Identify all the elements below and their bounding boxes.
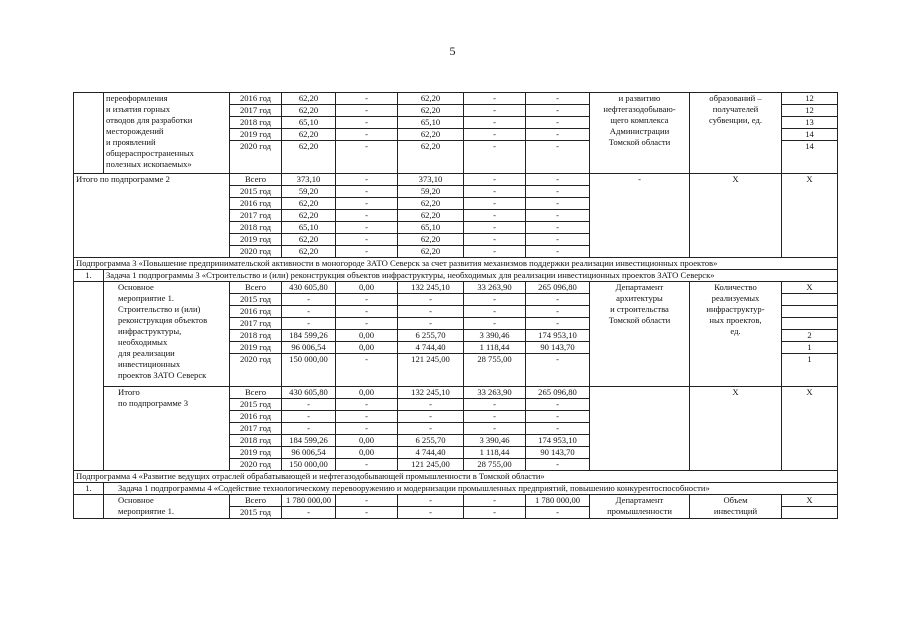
federal-cell: -: [336, 198, 398, 210]
regional-cell: -: [398, 306, 464, 318]
regional-cell: 62,20: [398, 105, 464, 117]
regional-cell: -: [398, 318, 464, 330]
total-cell: 96 006,54: [282, 447, 336, 459]
other-cell: 265 096,80: [526, 387, 590, 399]
year-cell: 2016 год: [230, 411, 282, 423]
other-cell: -: [526, 222, 590, 234]
indicator-value-cell: X: [782, 282, 838, 294]
index-cell: [74, 93, 104, 174]
federal-cell: -: [336, 222, 398, 234]
total-cell: 62,20: [282, 141, 336, 174]
year-cell: 2018 год: [230, 435, 282, 447]
other-cell: -: [526, 318, 590, 330]
year-cell: 2017 год: [230, 318, 282, 330]
year-cell: Всего: [230, 174, 282, 186]
regional-cell: -: [398, 495, 464, 507]
other-cell: -: [526, 246, 590, 258]
local-cell: -: [464, 210, 526, 222]
local-cell: -: [464, 198, 526, 210]
federal-cell: -: [336, 246, 398, 258]
local-cell: -: [464, 93, 526, 105]
year-cell: 2016 год: [230, 198, 282, 210]
federal-cell: -: [336, 141, 398, 174]
indicator-value-cell: 2: [782, 330, 838, 342]
regional-cell: -: [398, 411, 464, 423]
year-cell: Всего: [230, 387, 282, 399]
federal-cell: -: [336, 186, 398, 198]
regional-cell: 62,20: [398, 141, 464, 174]
year-cell: 2015 год: [230, 294, 282, 306]
local-cell: -: [464, 141, 526, 174]
indicator-value-cell: X: [782, 495, 838, 507]
year-cell: 2017 год: [230, 105, 282, 117]
regional-cell: -: [398, 507, 464, 519]
indicator-cell: Количество реализуемых инфраструктур- ных проектов, ед.: [690, 282, 782, 387]
local-cell: -: [464, 507, 526, 519]
local-cell: -: [464, 399, 526, 411]
year-cell: 2018 год: [230, 330, 282, 342]
federal-cell: -: [336, 234, 398, 246]
regional-cell: 62,20: [398, 129, 464, 141]
regional-cell: 132 245,10: [398, 282, 464, 294]
regional-cell: -: [398, 423, 464, 435]
federal-cell: 0,00: [336, 282, 398, 294]
indicator-value-cell: 1: [782, 342, 838, 354]
other-cell: 174 953,10: [526, 435, 590, 447]
other-cell: 174 953,10: [526, 330, 590, 342]
total-cell: -: [282, 318, 336, 330]
indicator-value-cell: [782, 318, 838, 330]
regional-cell: 121 245,00: [398, 354, 464, 387]
other-cell: -: [526, 306, 590, 318]
total-cell: 62,20: [282, 105, 336, 117]
local-cell: -: [464, 186, 526, 198]
federal-cell: 0,00: [336, 387, 398, 399]
local-cell: -: [464, 234, 526, 246]
year-cell: 2015 год: [230, 507, 282, 519]
local-cell: -: [464, 105, 526, 117]
indicator-cell: образований – получателей субвенции, ед.: [690, 93, 782, 174]
local-cell: -: [464, 318, 526, 330]
local-cell: -: [464, 174, 526, 186]
federal-cell: -: [336, 411, 398, 423]
year-cell: 2017 год: [230, 423, 282, 435]
total-cell: 62,20: [282, 93, 336, 105]
table-row: [74, 387, 838, 399]
total-cell: 62,20: [282, 234, 336, 246]
total-cell: -: [282, 423, 336, 435]
federal-cell: -: [336, 93, 398, 105]
local-cell: 1 118,44: [464, 342, 526, 354]
other-cell: -: [526, 129, 590, 141]
year-cell: 2019 год: [230, 129, 282, 141]
local-cell: 1 118,44: [464, 447, 526, 459]
local-cell: -: [464, 222, 526, 234]
year-cell: Всего: [230, 495, 282, 507]
other-cell: -: [526, 198, 590, 210]
total-cell: -: [282, 507, 336, 519]
regional-cell: -: [398, 399, 464, 411]
regional-cell: -: [398, 294, 464, 306]
local-cell: -: [464, 306, 526, 318]
table-row: [74, 495, 838, 507]
total-cell: -: [282, 294, 336, 306]
other-cell: -: [526, 234, 590, 246]
other-cell: -: [526, 459, 590, 471]
year-cell: 2020 год: [230, 354, 282, 387]
executor-cell: Департамент промышленности: [590, 495, 690, 519]
year-cell: 2020 год: [230, 141, 282, 174]
total-cell: 62,20: [282, 129, 336, 141]
subprogram-title: Подпрограмма 3 «Повышение предпринимательской активности в моногороде ЗАТО Северск за счет развития механизмов поддержки реализации инвестиционных проектов»: [74, 258, 838, 270]
other-cell: -: [526, 93, 590, 105]
total-cell: 59,20: [282, 186, 336, 198]
other-cell: -: [526, 117, 590, 129]
federal-cell: -: [336, 507, 398, 519]
other-cell: -: [526, 423, 590, 435]
regional-cell: 4 744,40: [398, 447, 464, 459]
year-cell: 2016 год: [230, 93, 282, 105]
local-cell: 3 390,46: [464, 435, 526, 447]
federal-cell: -: [336, 210, 398, 222]
executor-cell: и развитию нефтегазодобываю- щего комплекса Администрации Томской области: [590, 93, 690, 174]
total-cell: -: [282, 399, 336, 411]
local-cell: -: [464, 495, 526, 507]
other-cell: -: [526, 210, 590, 222]
other-cell: 1 780 000,00: [526, 495, 590, 507]
other-cell: -: [526, 294, 590, 306]
total-cell: 373,10: [282, 174, 336, 186]
federal-cell: 0,00: [336, 342, 398, 354]
regional-cell: 62,20: [398, 198, 464, 210]
year-cell: 2019 год: [230, 342, 282, 354]
federal-cell: 0,00: [336, 330, 398, 342]
year-cell: Всего: [230, 282, 282, 294]
indicator-value-cell: 14: [782, 129, 838, 141]
regional-cell: 121 245,00: [398, 459, 464, 471]
task-title: Задача 1 подпрограммы 3 «Строительство и (или) реконструкция объектов инфраструктуры, необходимых для реализации инвестиционных проектов ЗАТО Северск»: [104, 270, 838, 282]
indicator-value-cell: 1: [782, 354, 838, 387]
local-cell: -: [464, 411, 526, 423]
table-row: [74, 93, 838, 105]
total-cell: 62,20: [282, 198, 336, 210]
year-cell: 2015 год: [230, 186, 282, 198]
other-cell: -: [526, 507, 590, 519]
total-cell: -: [282, 306, 336, 318]
budget-table: [73, 92, 838, 519]
total-cell: 62,20: [282, 246, 336, 258]
indicator-cell: X: [690, 387, 782, 471]
total-cell: 150 000,00: [282, 459, 336, 471]
other-cell: -: [526, 105, 590, 117]
indicator-value-cell: X: [782, 387, 838, 471]
total-cell: 430 605,80: [282, 282, 336, 294]
federal-cell: -: [336, 306, 398, 318]
executor-cell: -: [590, 174, 690, 258]
federal-cell: -: [336, 174, 398, 186]
indicator-value-cell: [782, 306, 838, 318]
year-cell: 2019 год: [230, 234, 282, 246]
year-cell: 2018 год: [230, 222, 282, 234]
regional-cell: 62,20: [398, 210, 464, 222]
regional-cell: 59,20: [398, 186, 464, 198]
other-cell: -: [526, 354, 590, 387]
total-cell: 430 605,80: [282, 387, 336, 399]
other-cell: 265 096,80: [526, 282, 590, 294]
total-cell: 150 000,00: [282, 354, 336, 387]
local-cell: -: [464, 129, 526, 141]
federal-cell: -: [336, 294, 398, 306]
measure-name-cell: Основное мероприятие 1. Строительство и (или) реконструкция объектов инфраструктуры, необходимых для реализации инвестиционных проектов ЗАТО Северск: [104, 282, 230, 387]
total-cell: 184 599,26: [282, 435, 336, 447]
year-cell: 2020 год: [230, 459, 282, 471]
regional-cell: 62,20: [398, 93, 464, 105]
total-cell: 65,10: [282, 117, 336, 129]
federal-cell: -: [336, 423, 398, 435]
local-cell: 28 755,00: [464, 459, 526, 471]
other-cell: -: [526, 174, 590, 186]
indicator-value-cell: 14: [782, 141, 838, 174]
federal-cell: 0,00: [336, 447, 398, 459]
local-cell: -: [464, 423, 526, 435]
year-cell: 2016 год: [230, 306, 282, 318]
other-cell: -: [526, 411, 590, 423]
federal-cell: -: [336, 495, 398, 507]
total-cell: 96 006,54: [282, 342, 336, 354]
year-cell: 2019 год: [230, 447, 282, 459]
regional-cell: 65,10: [398, 222, 464, 234]
subtotal-label-cell: Итого по подпрограмме 2: [74, 174, 230, 258]
local-cell: 28 755,00: [464, 354, 526, 387]
indicator-value-cell: 12: [782, 93, 838, 105]
task-number: 1.: [74, 483, 104, 495]
federal-cell: -: [336, 105, 398, 117]
other-cell: -: [526, 399, 590, 411]
regional-cell: 6 255,70: [398, 330, 464, 342]
local-cell: 33 263,90: [464, 282, 526, 294]
task-title: Задача 1 подпрограммы 4 «Содействие технологическому перевооружению и модернизации промышленных предприятий, повышению конкурентоспособности»: [104, 483, 838, 495]
indicator-value-cell: 12: [782, 105, 838, 117]
local-cell: -: [464, 117, 526, 129]
other-cell: -: [526, 186, 590, 198]
year-cell: 2017 год: [230, 210, 282, 222]
regional-cell: 4 744,40: [398, 342, 464, 354]
indicator-value-cell: X: [782, 174, 838, 258]
regional-cell: 62,20: [398, 246, 464, 258]
federal-cell: -: [336, 117, 398, 129]
year-cell: 2020 год: [230, 246, 282, 258]
indicator-cell: X: [690, 174, 782, 258]
year-cell: 2018 год: [230, 117, 282, 129]
page-number: 5: [449, 44, 456, 58]
federal-cell: -: [336, 399, 398, 411]
federal-cell: -: [336, 129, 398, 141]
task-header-row: [74, 483, 838, 495]
other-cell: -: [526, 141, 590, 174]
other-cell: 90 143,70: [526, 447, 590, 459]
federal-cell: 0,00: [336, 435, 398, 447]
total-cell: 184 599,26: [282, 330, 336, 342]
other-cell: 90 143,70: [526, 342, 590, 354]
total-cell: 62,20: [282, 210, 336, 222]
subprogram-header-row: [74, 471, 838, 483]
local-cell: 33 263,90: [464, 387, 526, 399]
subtotal-label-cell: Итого по подпрограмме 3: [104, 387, 230, 471]
indicator-value-cell: 13: [782, 117, 838, 129]
measure-name-cell: Основное мероприятие 1.: [104, 495, 230, 519]
table-row: [74, 174, 838, 186]
executor-cell: Департамент архитектуры и строительства Томской области: [590, 282, 690, 387]
regional-cell: 65,10: [398, 117, 464, 129]
total-cell: 1 780 000,00: [282, 495, 336, 507]
regional-cell: 132 245,10: [398, 387, 464, 399]
local-cell: 3 390,46: [464, 330, 526, 342]
subprogram-title: Подпрограмма 4 «Развитие ведущих отраслей обрабатывающей и нефтегазодобывающей промышленности в Томской области»: [74, 471, 838, 483]
measure-name-cell: переоформления и изъятия горных отводов для разработки месторождений и проявлений общераспространенных полезных ископаемых»: [104, 93, 230, 174]
indicator-value-cell: [782, 507, 838, 519]
total-cell: -: [282, 411, 336, 423]
indicator-cell: Объем инвестиций: [690, 495, 782, 519]
indicator-value-cell: [782, 294, 838, 306]
executor-cell: [590, 387, 690, 471]
regional-cell: 62,20: [398, 234, 464, 246]
year-cell: 2015 год: [230, 399, 282, 411]
regional-cell: 373,10: [398, 174, 464, 186]
federal-cell: -: [336, 318, 398, 330]
task-number: 1.: [74, 270, 104, 282]
table-row: [74, 282, 838, 294]
index-cell: [74, 495, 104, 519]
total-cell: 65,10: [282, 222, 336, 234]
index-cell: [74, 282, 104, 471]
federal-cell: -: [336, 354, 398, 387]
subprogram-header-row: [74, 258, 838, 270]
regional-cell: 6 255,70: [398, 435, 464, 447]
local-cell: -: [464, 294, 526, 306]
local-cell: -: [464, 246, 526, 258]
task-header-row: [74, 270, 838, 282]
federal-cell: -: [336, 459, 398, 471]
